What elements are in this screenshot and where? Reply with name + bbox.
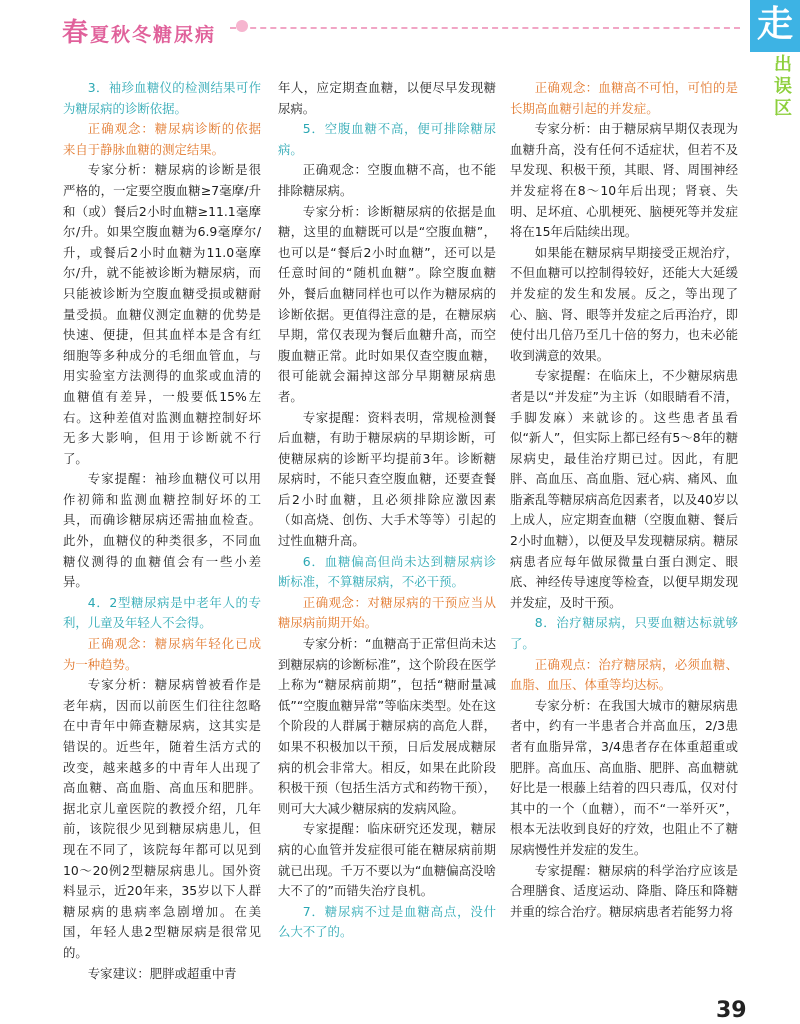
myth-heading: 8．治疗糖尿病，只要血糖达标就够了。 (510, 615, 738, 652)
myth-heading: 5．空腹血糖不高，便可排除糖尿病。 (278, 121, 496, 157)
body-paragraph: 专家建议：肥胖或超重中青 (87, 965, 237, 981)
body-paragraph: 正确观念：空腹血糖不高，也不能排除糖尿病。 (278, 162, 496, 198)
header-dashed-line (230, 27, 740, 29)
article-column-3 (510, 78, 738, 922)
section-tab-char: 误 (774, 76, 792, 97)
myth-heading: 7．糖尿病不过是血糖高点，没什么大不了的。 (278, 903, 496, 940)
body-paragraph: 专家分析：糖尿病曾被看作是老年病，因而以前医生们往往忽略在中青年中筛查糖尿病，这其实是错误的。近些年，随着生活方式的改变，越来越多的中青年人出现了高血糖、高血脂、高血压和肥胖。据北京儿童医院的教授介绍，几年前，该院很少见到糖尿病患儿，但现在不同了，该院每年都可以见到10～20例2型糖尿病患儿。国外资料显示，近20年来，35岁以下人群糖尿病的患病率急剧增加。在美国，年轻人患2型糖尿病是很常见的。 (63, 677, 261, 960)
body-paragraph: 专家分析：在我国大城市的糖尿病患者中，约有一半患者合并高血压，2/3患者有血脂异常，3/4患者存在体重超重或肥胖。高血压、高血脂、肥胖、高血糖就好比是一根藤上结着的四只毒瓜，仅对付其中的一个（血糖），而不“一举歼灭”，根本无法收到良好的疗效，也阻止不了糖尿病慢性并发症的发生。 (510, 697, 738, 857)
section-tab-label (770, 54, 796, 120)
section-tab-char: 出 (774, 54, 792, 75)
body-paragraph: 专家提醒：资料表明，常规检测餐后血糖，有助于糖尿病的早期诊断，可使糖尿病的诊断平均提前3年。诊断糖尿病时，不能只查空腹血糖，还要查餐后2小时血糖，且必须排除应激因素（如高烧、创伤、大手术等等）引起的过性血糖升高。 (278, 409, 496, 549)
body-paragraph: 年人，应定期查血糖，以便尽早发现糖尿病。 (278, 80, 496, 116)
correct-view: 正确观点：治疗糖尿病，必须血糖、血脂、血压、体重等均达标。 (510, 656, 738, 693)
body-paragraph: 专家提醒：临床研究还发现，糖尿病的心血管并发症很可能在糖尿病前期就已出现。千万不要以为“血糖偏高没啥大不了的”而错失治疗良机。 (278, 821, 496, 899)
section-tab-char: 区 (774, 98, 792, 119)
page-header (0, 0, 800, 50)
header-dot-decoration (236, 20, 248, 32)
correct-view: 正确观念：对糖尿病的干预应当从糖尿病前期开始。 (278, 594, 496, 631)
correct-view: 正确观念：糖尿病年轻化已成为一种趋势。 (63, 636, 261, 672)
body-paragraph: 专家分析：诊断糖尿病的依据是血糖，这里的血糖既可以是“空腹血糖”，也可以是“餐后2小时血糖”，还可以是任意时间的“随机血糖”。除空腹血糖外，餐后血糖同样也可以作为糖尿病的诊断依据。更值得注意的是，在糖尿病早期，常仅表现为餐后血糖升高，而空腹血糖正常。此时如果仅查空腹血糖，很可能就会漏掉这部分早期糖尿病患者。 (278, 203, 496, 404)
column-title-first-char: 春 (62, 18, 91, 48)
correct-view: 正确观念：血糖高不可怕，可怕的是长期高血糖引起的并发症。 (510, 80, 738, 116)
myth-heading: 6．血糖偏高但尚未达到糖尿病诊断标准，不算糖尿病，不必干预。 (278, 553, 496, 590)
body-paragraph: 专家分析：“血糖高于正常但尚未达到糖尿病的诊断标准”，这个阶段在医学上称为“糖尿病前期”，包括“糖耐量减低”“空腹血糖异常”等临床类型。处在这个阶段的人群属于糖尿病的高危人群，如果不积极加以干预，日后发展成糖尿病的机会非常大。相反，如果在此阶段积极干预（包括生活方式和药物干预），则可大大减少糖尿病的发病风险。 (278, 636, 496, 816)
column-title-rest: 夏秋冬糖尿病 (90, 24, 217, 46)
article-column-1 (63, 78, 261, 984)
body-paragraph: 专家分析：由于糖尿病早期仅表现为血糖升高，没有任何不适症状，但若不及早发现、积极干预，其眼、肾、周围神经并发症将在8～10年后出现；肾衰、失明、足坏疽、心肌梗死、脑梗死等并发症将在15年后陆续出现。 (510, 121, 738, 240)
section-tab: 走 (750, 0, 800, 52)
page-number: 39 (716, 998, 747, 1023)
correct-view: 正确观念：糖尿病诊断的依据来自于静脉血糖的测定结果。 (63, 121, 261, 157)
body-paragraph: 专家提醒：在临床上，不少糖尿病患者是以“并发症”为主诉（如眼睛看不清，手脚发麻）来就诊的。这些患者虽看似“新人”，但实际上都已经有5～8年的糖尿病史，最佳治疗期已过。因此，有肥胖、高血压、高血脂、冠心病、痛风、血脂紊乱等糖尿病高危因素者，以及40岁以上成人，应定期查血糖（空腹血糖、餐后2小时血糖），以便及早发现糖尿病。糖尿病患者应每年做尿微量白蛋白测定、眼底、神经传导速度等检查，以便早期发现并发症，及时干预。 (510, 368, 738, 610)
body-paragraph: 如果能在糖尿病早期接受正规治疗，不但血糖可以控制得较好，还能大大延缓并发症的发生和发展。反之，等出现了心、脑、肾、眼等并发症之后再治疗，即使付出几倍乃至几十倍的努力，也未必能收到满意的效果。 (510, 244, 738, 363)
column-title (62, 12, 216, 49)
myth-heading: 3．袖珍血糖仪的检测结果可作为糖尿病的诊断依据。 (63, 80, 261, 116)
article-column-2 (278, 78, 496, 943)
myth-heading: 4．2型糖尿病是中老年人的专利，儿童及年轻人不会得。 (63, 594, 261, 631)
body-paragraph: 专家提醒：糖尿病的科学治疗应该是合理膳食、适度运动、降脂、降压和降糖并重的综合治疗。糖尿病患者若能努力将 (510, 862, 738, 919)
body-paragraph: 专家分析：糖尿病的诊断是很严格的，一定要空腹血糖≥7毫摩/升和（或）餐后2小时血糖≥11.1毫摩尔/升。如果空腹血糖为6.9毫摩尔/升，或餐后2小时血糖为11.0毫摩尔/升，就不能被诊断为糖尿病，而只能被诊断为空腹血糖受损或糖耐量受损。血糖仪测定血糖的优势是快速、便捷，但其血样本是含有红细胞等多种成分的毛细血管血，与用实验室方法测得的血浆或血清的血糖值有差异，一般要低15%左右。这种差值对监测血糖控制好坏无多大影响，但用于诊断就不行了。 (63, 162, 261, 466)
body-paragraph: 专家提醒：袖珍血糖仪可以用作初筛和监测血糖控制好坏的工具，而确诊糖尿病还需抽血检查。此外，血糖仪的种类很多，不同血糖仪测得的血糖值会有一些小差异。 (63, 471, 261, 590)
